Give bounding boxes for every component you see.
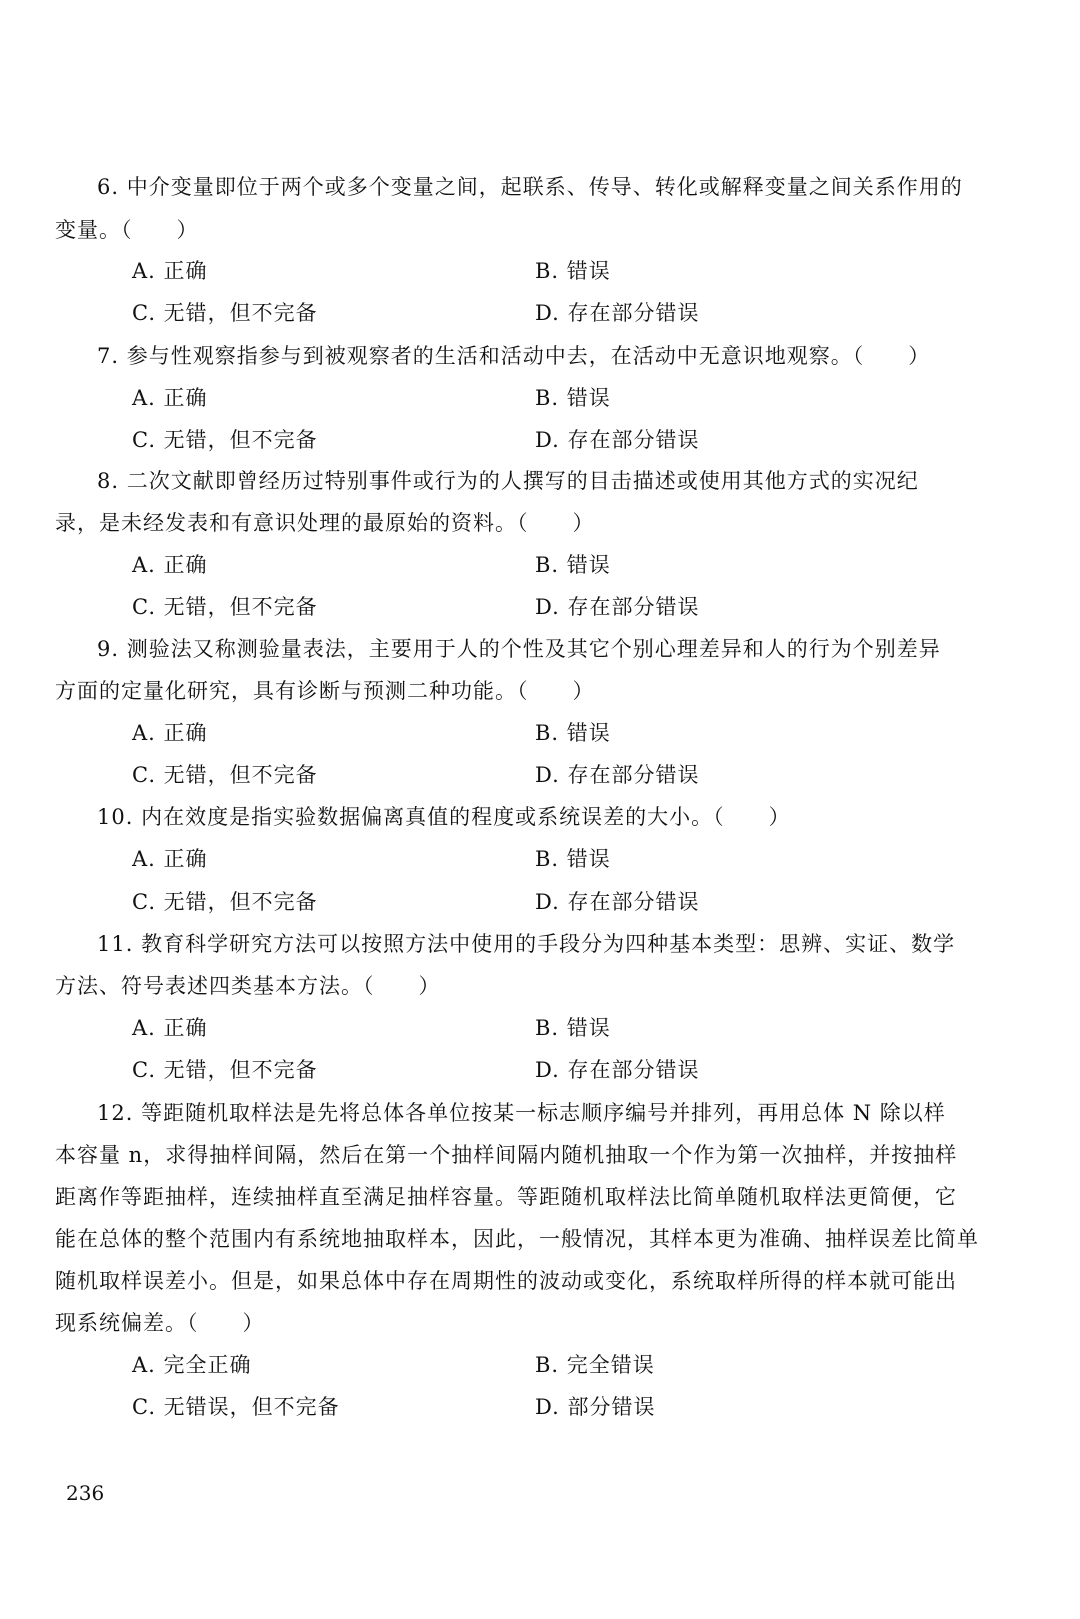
question-8-option-b: B. 错误 [535,553,611,577]
question-7-option-a: A. 正确 [132,386,208,410]
question-8-line-1: 8. 二次文献即曾经历过特别事件或行为的人撰写的目击描述或使用其他方式的实况纪 [97,469,919,493]
question-9-line-1: 9. 测验法又称测验量表法，主要用于人的个性及其它个别心理差异和人的行为个别差异 [97,637,941,661]
question-7-option-c: C. 无错，但不完备 [132,428,318,452]
question-12-line-1: 12. 等距随机取样法是先将总体各单位按某一标志顺序编号并排列，再用总体 N 除以样 [97,1101,946,1125]
question-10-line-1: 10. 内在效度是指实验数据偏离真值的程度或系统误差的大小。（ ） [97,805,791,829]
question-12-option-a: A. 完全正确 [132,1353,252,1377]
question-10-option-c: C. 无错，但不完备 [132,890,318,914]
question-6-option-c: C. 无错，但不完备 [132,301,318,325]
question-8-option-d: D. 存在部分错误 [535,595,700,619]
question-12-option-b: B. 完全错误 [535,1353,655,1377]
question-9-option-b: B. 错误 [535,721,611,745]
question-6-option-d: D. 存在部分错误 [535,301,700,325]
question-12-line-6: 现系统偏差。（ ） [55,1311,265,1335]
question-12-line-2: 本容量 n，求得抽样间隔，然后在第一个抽样间隔内随机抽取一个作为第一次抽样，并按抽样 [55,1143,958,1167]
question-6-option-b: B. 错误 [535,259,611,283]
question-8-option-c: C. 无错，但不完备 [132,595,318,619]
question-8-line-2: 录，是未经发表和有意识处理的最原始的资料。（ ） [55,511,595,535]
question-12-option-d: D. 部分错误 [535,1395,656,1419]
question-7-option-d: D. 存在部分错误 [535,428,700,452]
question-12-line-5: 随机取样误差小。但是，如果总体中存在周期性的波动或变化，系统取样所得的样本就可能出 [55,1269,957,1293]
question-6-line-2: 变量。（ ） [55,218,199,242]
question-10-option-b: B. 错误 [535,847,611,871]
question-12-option-c: C. 无错误，但不完备 [132,1395,340,1419]
question-11-line-2: 方法、符号表述四类基本方法。（ ） [55,974,441,998]
question-11-line-1: 11. 教育科学研究方法可以按照方法中使用的手段分为四种基本类型：思辨、实证、数学 [97,932,956,956]
question-7-line-1: 7. 参与性观察指参与到被观察者的生活和活动中去，在活动中无意识地观察。（ ） [97,344,931,368]
question-9-line-2: 方面的定量化研究，具有诊断与预测二种功能。（ ） [55,679,595,703]
question-6-line-1: 6. 中介变量即位于两个或多个变量之间，起联系、传导、转化或解释变量之间关系作用的 [97,175,963,199]
question-10-option-a: A. 正确 [132,847,208,871]
question-10-option-d: D. 存在部分错误 [535,890,700,914]
question-11-option-d: D. 存在部分错误 [535,1058,700,1082]
question-9-option-c: C. 无错，但不完备 [132,763,318,787]
question-12-line-3: 距离作等距抽样，连续抽样直至满足抽样容量。等距随机取样法比简单随机取样法更简便，它 [55,1185,957,1209]
question-11-option-c: C. 无错，但不完备 [132,1058,318,1082]
page-number: 236 [66,1481,105,1505]
question-11-option-b: B. 错误 [535,1016,611,1040]
question-7-option-b: B. 错误 [535,386,611,410]
question-9-option-d: D. 存在部分错误 [535,763,700,787]
question-8-option-a: A. 正确 [132,553,208,577]
question-11-option-a: A. 正确 [132,1016,208,1040]
question-6-option-a: A. 正确 [132,259,208,283]
question-9-option-a: A. 正确 [132,721,208,745]
question-12-line-4: 能在总体的整个范围内有系统地抽取样本，因此，一般情况，其样本更为准确、抽样误差比简单 [55,1227,979,1251]
